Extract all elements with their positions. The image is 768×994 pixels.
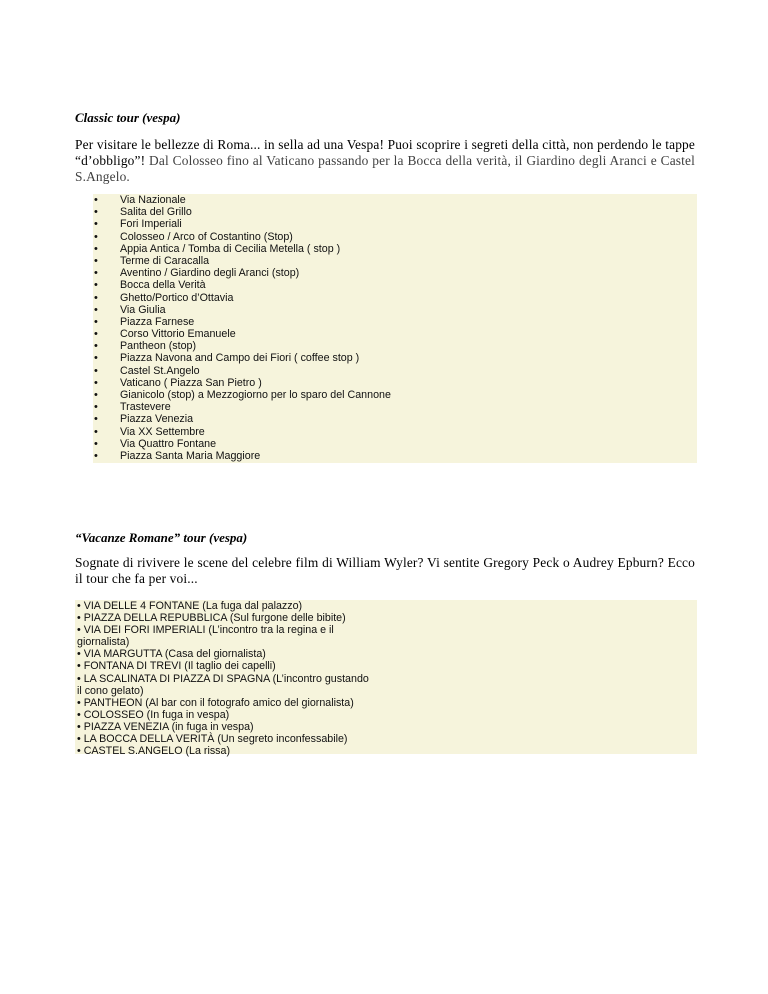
list-item [93,218,697,230]
bullet-icon: • [94,389,98,401]
list-item [93,413,697,425]
list-item [93,292,697,304]
list-item-label: Via XX Settembre [120,425,205,438]
list-item [93,352,697,364]
list-item [93,206,697,218]
list-item: • VIA DELLE 4 FONTANE (La fuga dal palazzo) [77,600,303,612]
bullet-icon: • [94,449,98,462]
list-item-label: Bocca della Verità [120,279,206,292]
list-item-label: Trastevere [120,401,171,414]
list-item [93,231,697,243]
vacanze-romane-tour-title: “Vacanze Romane” tour (vespa) [75,530,248,545]
bullet-icon: • [94,376,98,389]
list-item-label: Gianicolo (stop) a Mezzogiorno per lo sparo del Cannone [120,389,391,401]
list-item-label: Fori Imperiali [120,218,182,231]
bullet-icon: • [94,242,98,255]
list-item: • CASTEL S.ANGELO (La rissa) [77,745,231,758]
bullet-icon: • [94,218,98,231]
list-item-label: Via Nazionale [120,194,186,206]
list-item [93,340,697,352]
list-item [93,243,697,255]
bullet-icon: • [94,315,98,328]
list-item [93,365,697,377]
list-item [93,377,697,389]
bullet-icon: • [94,254,98,267]
bullet-icon: • [94,413,98,426]
list-item: giornalista) [77,636,130,649]
classic-tour-description-main: Per visitare le bellezze di Roma... in sella ad una Vespa! Puoi scoprire i segreti della città, non perdendo le tappe “d’obbligo”! [75,137,695,168]
list-item-label: Colosseo / Arco of Costantino (Stop) [120,230,293,243]
bullet-icon: • [94,364,98,377]
list-item-label: Corso Vittorio Emanuele [120,328,236,341]
list-item-label: Pantheon (stop) [120,340,197,353]
list-item: • PANTHEON (Al bar con il fotografo amico del giornalista) [77,696,354,709]
list-item [93,279,697,291]
bullet-icon: • [94,291,98,304]
bullet-icon: • [94,340,98,353]
list-item-label: Ghetto/Portico d’Ottavia [120,291,234,304]
bullet-icon: • [94,230,98,243]
list-item-label: Via Giulia [120,303,166,316]
list-item [93,438,697,450]
bullet-icon: • [94,328,98,341]
list-item: il cono gelato) [77,684,144,697]
bullet-icon: • [94,194,98,206]
list-item [93,255,697,267]
list-item-label: Via Quattro Fontane [120,437,217,450]
bullet-icon: • [94,437,98,450]
list-item: • VIA MARGUTTA (Casa del giornalista) [77,648,266,661]
list-item [93,194,697,206]
list-item-label: Appia Antica / Tomba di Cecilia Metella ( stop ) [120,242,341,255]
classic-tour-description-route: Dal Colosseo fino al Vaticano passando per la Bocca della verità, il Giardino degli Aranci e Castel S.Angelo. [75,153,695,184]
bullet-icon: • [94,267,98,280]
list-item: • PIAZZA VENEZIA (in fuga in vespa) [77,720,254,733]
list-item-label: Aventino / Giardino degli Aranci (stop) [120,267,300,280]
list-item-label: Vaticano ( Piazza San Pietro ) [120,376,262,389]
list-item: • LA BOCCA DELLA VERITÀ (Un segreto inconfessabile) [77,733,348,746]
bullet-icon: • [94,401,98,414]
vacanze-romane-stop-list [75,600,697,758]
list-item [93,316,697,328]
list-item [93,450,697,462]
bullet-icon: • [94,425,98,438]
list-item-label: Piazza Venezia [120,413,194,426]
list-item: • COLOSSEO (In fuga in vespa) [77,708,230,721]
classic-tour-stop-list [93,194,697,463]
list-item-label: Piazza Navona and Campo dei Fiori ( coffee stop ) [120,352,360,365]
list-item [93,426,697,438]
list-item: • PIAZZA DELLA REPUBBLICA (Sul furgone delle bibite) [77,612,346,625]
list-item [93,328,697,340]
vacanze-romane-tour-description: Sognate di rivivere le scene del celebre film di William Wyler? Vi sentite Gregory Peck o Audrey Epburn? Ecco il tour che fa per voi... [75,555,695,586]
list-item: • VIA DEI FORI IMPERIALI (L’incontro tra la regina e il [77,624,334,637]
classic-tour-title: Classic tour (vespa) [75,110,181,125]
list-item [93,267,697,279]
list-item-label: Castel St.Angelo [120,364,200,377]
list-item [93,304,697,316]
list-item: • FONTANA DI TREVI (Il taglio dei capelli) [77,660,276,673]
list-item-label: Salita del Grillo [120,206,192,219]
bullet-icon: • [94,206,98,219]
list-item [93,389,697,401]
list-item-label: Piazza Santa Maria Maggiore [120,449,261,462]
list-item [93,401,697,413]
list-item-label: Terme di Caracalla [120,254,210,267]
classic-tour-description [75,137,695,185]
bullet-icon: • [94,303,98,316]
bullet-icon: • [94,352,98,365]
list-item: • LA SCALINATA DI PIAZZA DI SPAGNA (L’incontro gustando [77,672,369,685]
bullet-icon: • [94,279,98,292]
list-item-label: Piazza Farnese [120,315,195,328]
